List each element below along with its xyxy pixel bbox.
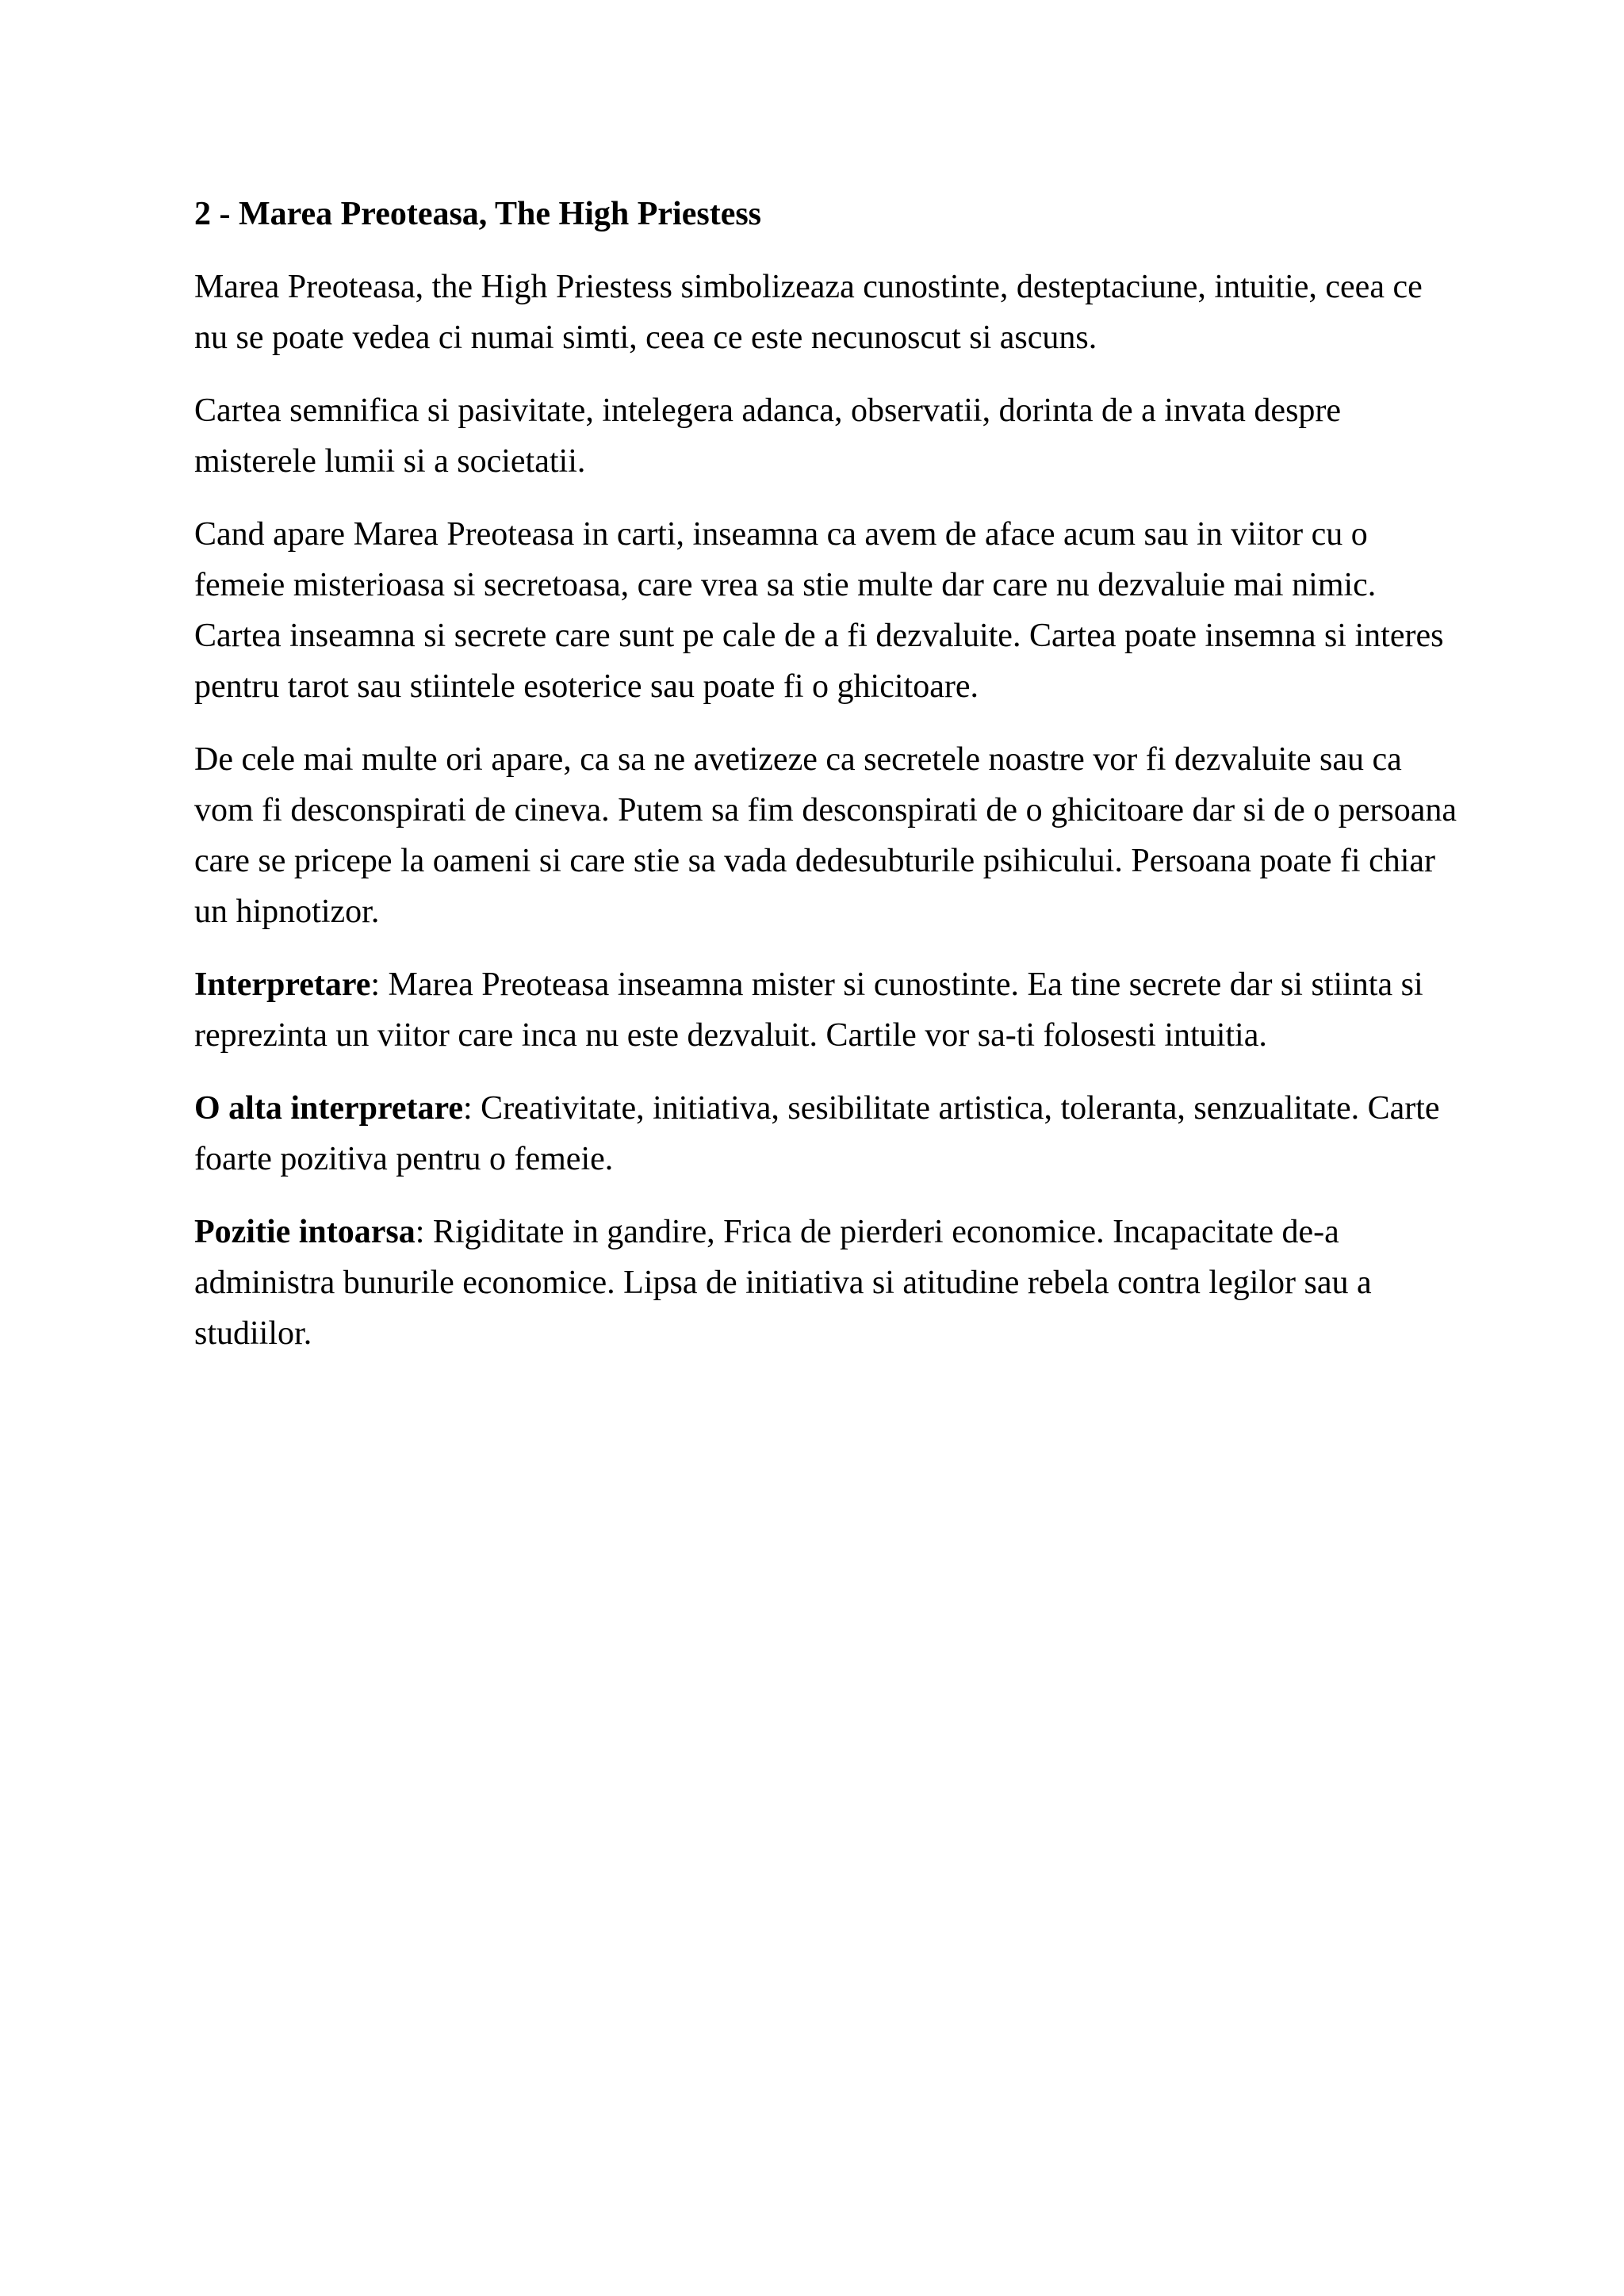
- paragraph-avertizare: De cele mai multe ori apare, ca sa ne avetizeze ca secretele noastre vor fi dezvaluite sau ca vom fi desconspirati de cineva. Putem sa fim desconspirati de o ghicitoare dar si de o persoana care se pricepe la oameni si care stie sa vada dedesubturile psihicului. Persoana poate fi chiar un hipnotizor.: [194, 741, 1457, 930]
- alta-interpretare-text: : Creativitate, initiativa, sesibilitate artistica, toleranta, senzualitate. Carte foarte pozitiva pentru o femeie.: [194, 1090, 1440, 1177]
- paragraph-semnificatie: Cartea semnifica si pasivitate, intelegera adanca, observatii, dorinta de a invata despre misterele lumii si a societatii.: [194, 392, 1342, 480]
- pozitie-intoarsa-term: Pozitie intoarsa: [194, 1214, 416, 1250]
- interpretare-term: Interpretare: [194, 966, 371, 1003]
- paragraph-intro: Marea Preoteasa, the High Priestess simbolizeaza cunostinte, desteptaciune, intuitie, ceea ce nu se poate vedea ci numai simti, ceea ce este necunoscut si ascuns.: [194, 269, 1423, 356]
- page-title: 2 - Marea Preoteasa, The High Priestess: [194, 196, 762, 232]
- paragraph-alta-interpretare: [194, 1083, 1463, 1184]
- document-page: [194, 189, 1463, 1381]
- paragraph-interpretare: [194, 959, 1463, 1061]
- interpretare-text: : Marea Preoteasa inseamna mister si cunostinte. Ea tine secrete dar si stiinta si reprezinta un viitor care inca nu este dezvaluit. Cartile vor sa-ti folosesti intuitia.: [194, 966, 1423, 1054]
- paragraph-pozitie-intoarsa: [194, 1207, 1463, 1359]
- paragraph-aparitie: Cand apare Marea Preoteasa in carti, inseamna ca avem de aface acum sau in viitor cu o femeie misterioasa si secretoasa, care vrea sa stie multe dar care nu dezvaluie mai nimic. Cartea inseamna si secrete care sunt pe cale de a fi dezvaluite. Cartea poate insemna si interes pentru tarot sau stiintele esoterice sau poate fi o ghicitoare.: [194, 516, 1444, 705]
- pozitie-intoarsa-text: : Rigiditate in gandire, Frica de pierderi economice. Incapacitate de-a administra bunurile economice. Lipsa de initiativa si atitudine rebela contra legilor sau a studiilor.: [194, 1214, 1372, 1352]
- alta-interpretare-term: O alta interpretare: [194, 1090, 464, 1127]
